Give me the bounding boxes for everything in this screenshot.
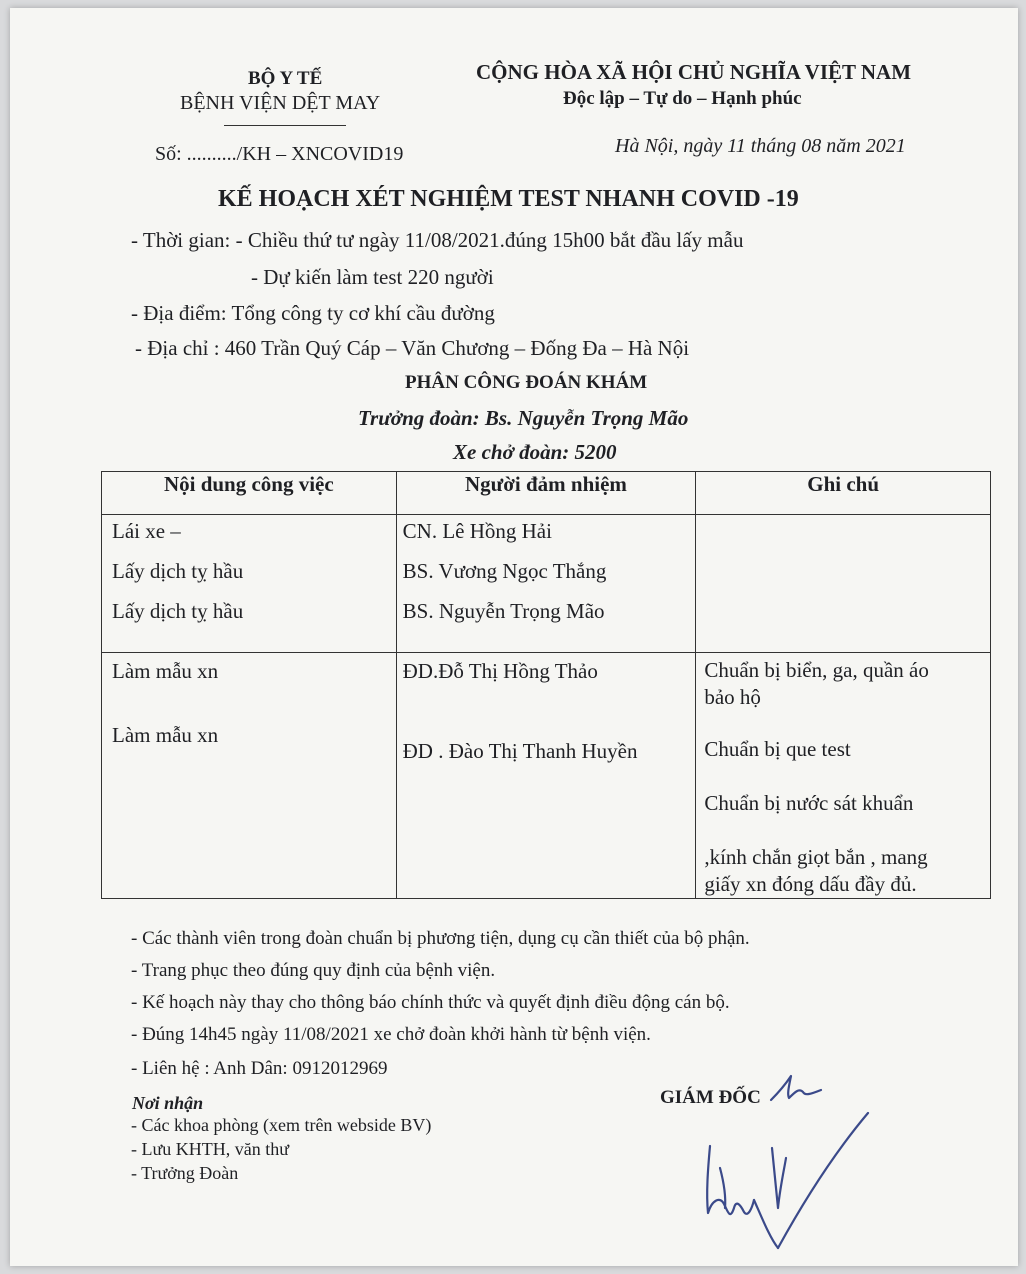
person-item: BS. Nguyễn Trọng Mão	[402, 599, 605, 623]
vehicle-number: Xe chở đoàn: 5200	[453, 440, 617, 464]
column-header-note: Ghi chú	[696, 472, 991, 515]
task-cell	[102, 653, 397, 899]
time-line-1: - Thời gian: - Chiều thứ tư ngày 11/08/2021.đúng 15h00 bắt đầu lấy mẫu	[131, 228, 744, 252]
note-item: giấy xn đóng dấu đầy đủ.	[704, 872, 917, 896]
note-item: bảo hộ	[704, 685, 761, 709]
document-page	[10, 8, 1018, 1266]
task-item: Lấy dịch tỵ hầu	[112, 599, 244, 623]
initial-mark-icon	[765, 1070, 825, 1110]
hospital-underline	[224, 125, 346, 126]
team-leader: Trưởng đoàn: Bs. Nguyễn Trọng Mão	[358, 406, 689, 430]
table-header-row	[102, 472, 991, 515]
task-item: Lái xe –	[112, 519, 181, 543]
note-line: - Kế hoạch này thay cho thông báo chính thức và quyết định điều động cán bộ.	[131, 992, 730, 1013]
assignment-heading: PHÂN CÔNG ĐOÁN KHÁM	[405, 372, 648, 393]
task-item: Làm mẫu xn	[112, 659, 219, 683]
note-line: - Trang phục theo đúng quy định của bệnh viện.	[131, 960, 496, 981]
director-title: GIÁM ĐỐC	[660, 1087, 761, 1108]
time-line-2: - Dự kiến làm test 220 người	[251, 265, 494, 289]
person-cell	[396, 653, 696, 899]
table-row	[102, 653, 991, 899]
address-line: - Địa chỉ : 460 Trần Quý Cáp – Văn Chương – Đống Đa – Hà Nội	[135, 336, 690, 360]
recipient-item: - Lưu KHTH, văn thư	[131, 1139, 289, 1159]
task-cell	[102, 515, 397, 653]
column-header-person: Người đảm nhiệm	[396, 472, 696, 515]
column-header-task: Nội dung công việc	[102, 472, 397, 515]
note-cell	[696, 653, 991, 899]
person-cell	[396, 515, 696, 653]
task-item: Làm mẫu xn	[112, 723, 219, 747]
recipient-item: - Các khoa phòng (xem trên webside BV)	[131, 1115, 432, 1135]
note-item: Chuẩn bị biển, ga, quần áo	[704, 658, 929, 682]
person-item: CN. Lê Hồng Hải	[402, 519, 552, 543]
hospital-name: BỆNH VIỆN DỆT MAY	[180, 92, 381, 114]
ministry-name: BỘ Y TẾ	[248, 68, 323, 89]
contact-line: - Liên hệ : Anh Dân: 0912012969	[131, 1058, 388, 1079]
republic-name: CỘNG HÒA XÃ HỘI CHỦ NGHĨA VIỆT NAM	[476, 60, 912, 84]
document-number: Số: ........../KH – XNCOVID19	[155, 143, 404, 165]
director-signature-icon	[690, 1108, 880, 1268]
recipients-heading: Nơi nhận	[132, 1093, 204, 1113]
note-item: Chuẩn bị nước sát khuẩn	[704, 791, 914, 815]
assignment-table	[101, 471, 991, 899]
date-line: Hà Nội, ngày 11 tháng 08 năm 2021	[615, 135, 906, 157]
document-title: KẾ HOẠCH XÉT NGHIỆM TEST NHANH COVID -19	[218, 186, 799, 212]
note-line: - Các thành viên trong đoàn chuẩn bị phương tiện, dụng cụ cần thiết của bộ phận.	[131, 928, 750, 949]
national-motto: Độc lập – Tự do – Hạnh phúc	[563, 88, 802, 109]
table-row	[102, 515, 991, 653]
task-item: Lấy dịch tỵ hầu	[112, 559, 244, 583]
person-item: ĐD . Đào Thị Thanh Huyền	[402, 739, 638, 763]
recipient-item: - Trưởng Đoàn	[131, 1163, 239, 1183]
note-item: ,kính chắn giọt bắn , mang	[704, 845, 928, 869]
note-item: Chuẩn bị que test	[704, 737, 851, 761]
location-line: - Địa điểm: Tổng công ty cơ khí cầu đường	[131, 301, 495, 325]
note-line: - Đúng 14h45 ngày 11/08/2021 xe chở đoàn khởi hành từ bệnh viện.	[131, 1024, 651, 1045]
note-cell	[696, 515, 991, 653]
person-item: ĐD.Đỗ Thị Hồng Thảo	[402, 659, 598, 683]
person-item: BS. Vương Ngọc Thắng	[402, 559, 607, 583]
